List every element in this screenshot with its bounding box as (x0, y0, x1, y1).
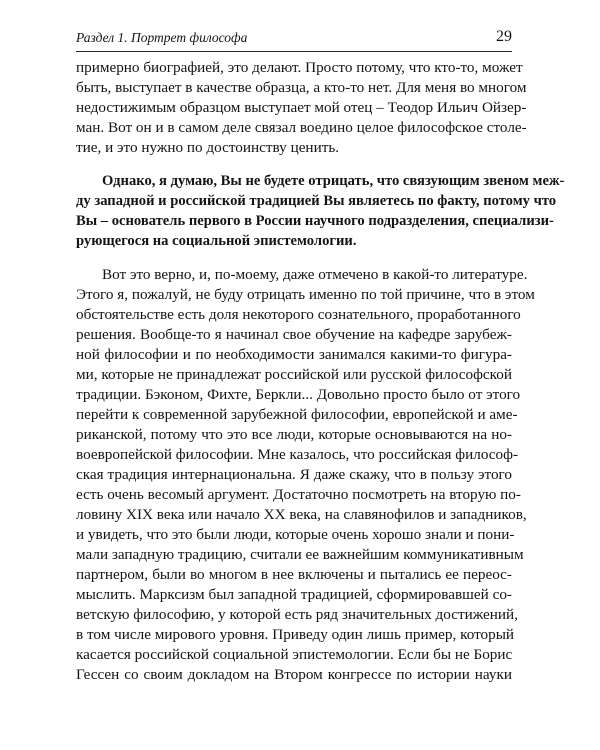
text-line: ловину XIX века или начало XX века, на славянофилов и западников, (76, 506, 527, 523)
text-line: в том числе мирового уровня. Приведу один лишь пример, который (76, 626, 515, 643)
text-line: Вот это верно, и, по-моему, даже отмечено в какой-то литературе. (102, 266, 528, 283)
text-line: есть очень весомый аргумент. Достаточно посмотреть на вторую по- (76, 486, 521, 503)
text-line: ветскую философию, у которой есть ряд значительных достижений, (76, 606, 518, 623)
text-line: быть, выступает в качестве образца, а кто-то нет. Для меня во многом (76, 79, 527, 96)
text-line: партнером, были во многом в нее включены и пытались ее переос- (76, 566, 512, 583)
text-line: ман. Вот он и в самом деле связал воедино целое философское столе- (76, 119, 527, 136)
text-line: риканской, потому что это все люди, которые основываются на но- (76, 426, 512, 443)
question-line: Однако, я думаю, Вы не будете отрицать, что связующим звеном меж- (102, 173, 565, 189)
text-line: Этого я, пожалуй, не буду отрицать именно по той причине, что в этом (76, 286, 535, 303)
text-line: тие, и это нужно по достоинству ценить. (76, 139, 340, 156)
text-line: воевропейской философии. Мне казалось, что российская философ- (76, 446, 519, 463)
text-line: обстоятельстве есть доля некоторого сознательного, проработанного (76, 306, 521, 323)
running-header (76, 28, 512, 48)
text-line: примерно биографией, это делают. Просто потому, что кто-то, может (76, 59, 523, 76)
text-line: решения. Вообще-то я начинал свое обучение на кафедре зарубеж- (76, 326, 512, 343)
text-line: мали западную традицию, считали ее важнейшим коммуникативным (76, 546, 524, 563)
question-line: ду западной и российской традицией Вы являетесь по факту, потому что (76, 193, 557, 209)
page-number: 29 (496, 28, 512, 45)
text-line: Гессен со своим докладом на Втором конгрессе по истории науки (76, 666, 512, 683)
text-line: традиции. Бэконом, Фихте, Беркли... Довольно просто было от этого (76, 386, 521, 403)
header-rule (76, 51, 512, 52)
section-title: Раздел 1. Портрет философа (76, 30, 248, 45)
text-line: ной философии и по необходимости занимался какими-то фигура- (76, 346, 512, 363)
text-line: мыслить. Марксизм был западной традицией, сформировавшей со- (76, 586, 512, 603)
text-line: недостижимым образцом выступает мой отец – Теодор Ильич Ойзер- (76, 99, 527, 116)
question-line: рующегося на социальной эпистемологии. (76, 233, 357, 249)
text-line: перейти к современной зарубежной философии, европейской и аме- (76, 406, 518, 423)
text-line: и увидеть, что это были люди, которые очень хорошо знали и пони- (76, 526, 515, 543)
text-line: ская традиция интернациональна. Я даже скажу, что в пользу этого (76, 466, 512, 483)
question-line: Вы – основатель первого в России научного подразделения, специализи- (76, 213, 554, 229)
text-line: касается российской социальной эпистемологии. Если бы не Борис (76, 646, 513, 663)
text-line: ми, которые не принадлежат российской или русской философской (76, 366, 512, 383)
